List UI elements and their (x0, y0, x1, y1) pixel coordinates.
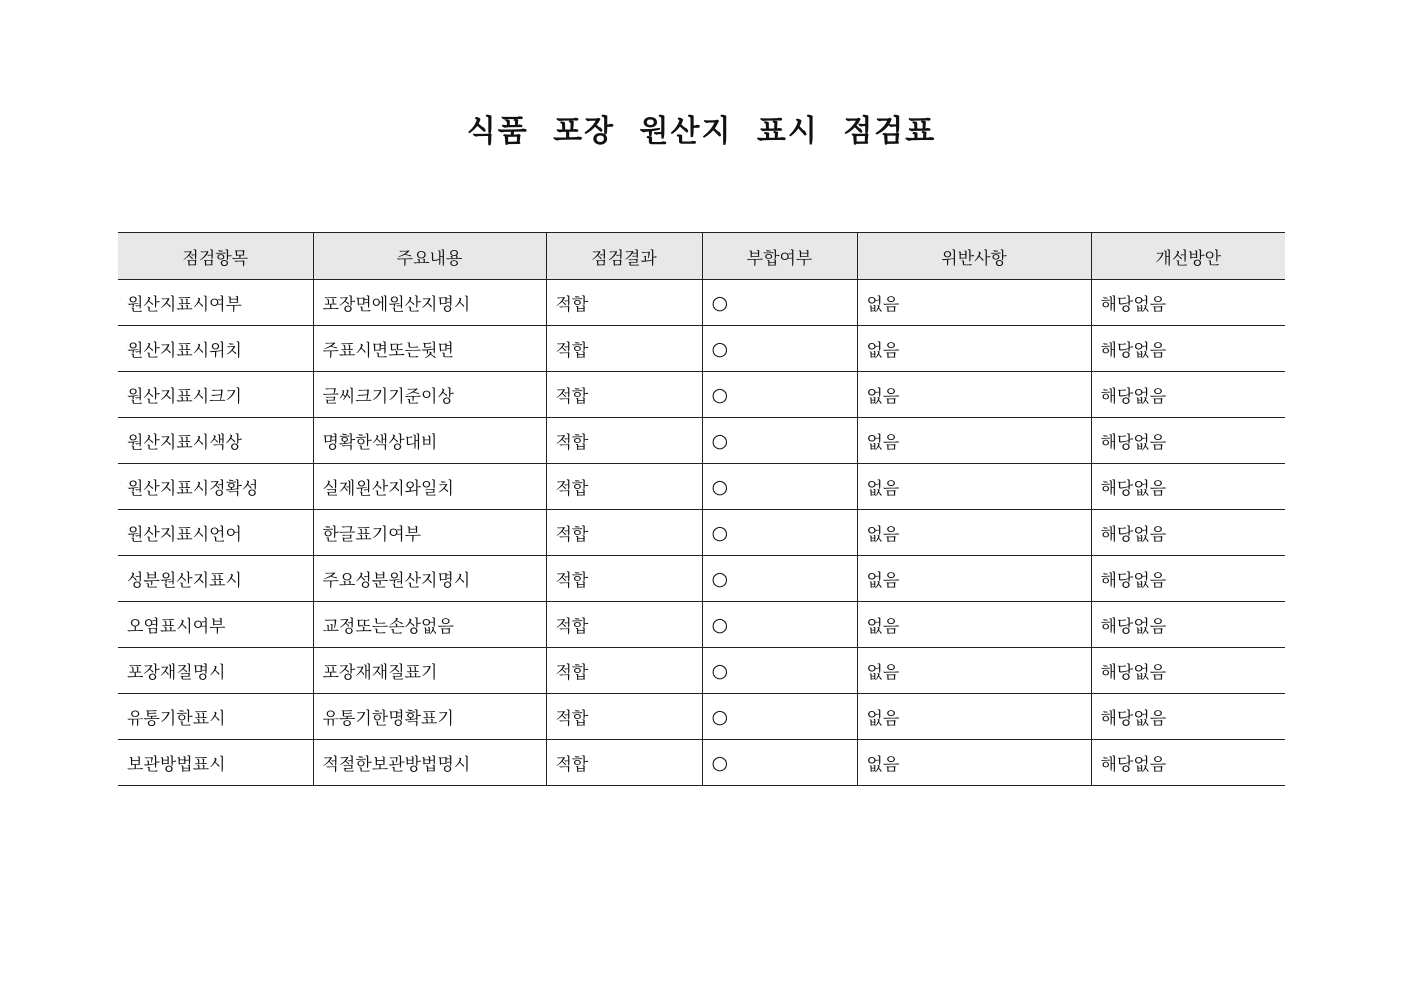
table-header (118, 233, 1285, 280)
cell-main-content: 명확한색상대비 (313, 418, 546, 464)
cell-main-content: 교정또는손상없음 (313, 602, 546, 648)
cell-check-result: 적합 (546, 418, 702, 464)
cell-check-item: 원산지표시여부 (118, 280, 313, 326)
table-row (118, 648, 1285, 694)
table-row (118, 418, 1285, 464)
cell-check-result: 적합 (546, 602, 702, 648)
cell-main-content: 포장재재질표기 (313, 648, 546, 694)
table-row (118, 464, 1285, 510)
cell-check-item: 원산지표시위치 (118, 326, 313, 372)
table-row (118, 280, 1285, 326)
cell-improvement: 해당없음 (1091, 602, 1285, 648)
cell-compliance: ○ (702, 372, 857, 418)
cell-violation: 없음 (857, 418, 1091, 464)
cell-check-result: 적합 (546, 280, 702, 326)
cell-compliance: ○ (702, 694, 857, 740)
cell-main-content: 적절한보관방법명시 (313, 740, 546, 786)
inspection-table (118, 232, 1285, 786)
cell-check-item: 원산지표시정확성 (118, 464, 313, 510)
cell-improvement: 해당없음 (1091, 694, 1285, 740)
cell-check-item: 원산지표시크기 (118, 372, 313, 418)
header-check-result: 점검결과 (546, 233, 702, 280)
table-row (118, 602, 1285, 648)
cell-main-content: 글씨크기기준이상 (313, 372, 546, 418)
cell-main-content: 유통기한명확표기 (313, 694, 546, 740)
header-compliance: 부합여부 (702, 233, 857, 280)
cell-check-item: 성분원산지표시 (118, 556, 313, 602)
cell-compliance: ○ (702, 602, 857, 648)
cell-violation: 없음 (857, 510, 1091, 556)
cell-compliance: ○ (702, 648, 857, 694)
cell-check-result: 적합 (546, 694, 702, 740)
cell-check-result: 적합 (546, 326, 702, 372)
table-body (118, 280, 1285, 786)
cell-violation: 없음 (857, 464, 1091, 510)
cell-improvement: 해당없음 (1091, 326, 1285, 372)
table-row (118, 694, 1285, 740)
cell-improvement: 해당없음 (1091, 464, 1285, 510)
header-check-item: 점검항목 (118, 233, 313, 280)
cell-compliance: ○ (702, 280, 857, 326)
header-improvement: 개선방안 (1091, 233, 1285, 280)
table-row (118, 372, 1285, 418)
cell-main-content: 한글표기여부 (313, 510, 546, 556)
cell-check-result: 적합 (546, 464, 702, 510)
header-row (118, 233, 1285, 280)
cell-check-item: 원산지표시언어 (118, 510, 313, 556)
cell-violation: 없음 (857, 556, 1091, 602)
header-main-content: 주요내용 (313, 233, 546, 280)
table-row (118, 510, 1285, 556)
table-row (118, 740, 1285, 786)
cell-check-item: 포장재질명시 (118, 648, 313, 694)
table-row (118, 556, 1285, 602)
table-row (118, 326, 1285, 372)
cell-compliance: ○ (702, 556, 857, 602)
cell-check-result: 적합 (546, 740, 702, 786)
cell-check-result: 적합 (546, 510, 702, 556)
cell-compliance: ○ (702, 418, 857, 464)
cell-improvement: 해당없음 (1091, 418, 1285, 464)
cell-improvement: 해당없음 (1091, 372, 1285, 418)
cell-compliance: ○ (702, 326, 857, 372)
cell-check-item: 유통기한표시 (118, 694, 313, 740)
cell-improvement: 해당없음 (1091, 280, 1285, 326)
header-violation: 위반사항 (857, 233, 1091, 280)
cell-improvement: 해당없음 (1091, 510, 1285, 556)
cell-compliance: ○ (702, 464, 857, 510)
cell-check-item: 보관방법표시 (118, 740, 313, 786)
cell-improvement: 해당없음 (1091, 648, 1285, 694)
cell-violation: 없음 (857, 648, 1091, 694)
cell-improvement: 해당없음 (1091, 740, 1285, 786)
cell-main-content: 주표시면또는뒷면 (313, 326, 546, 372)
cell-check-result: 적합 (546, 372, 702, 418)
cell-check-result: 적합 (546, 648, 702, 694)
cell-violation: 없음 (857, 694, 1091, 740)
cell-violation: 없음 (857, 740, 1091, 786)
cell-violation: 없음 (857, 326, 1091, 372)
document-title: 식품 포장 원산지 표시 점검표 (466, 114, 937, 149)
cell-violation: 없음 (857, 602, 1091, 648)
cell-main-content: 실제원산지와일치 (313, 464, 546, 510)
cell-violation: 없음 (857, 372, 1091, 418)
cell-compliance: ○ (702, 740, 857, 786)
cell-compliance: ○ (702, 510, 857, 556)
cell-check-item: 오염표시여부 (118, 602, 313, 648)
cell-main-content: 주요성분원산지명시 (313, 556, 546, 602)
cell-main-content: 포장면에원산지명시 (313, 280, 546, 326)
cell-check-result: 적합 (546, 556, 702, 602)
cell-violation: 없음 (857, 280, 1091, 326)
cell-check-item: 원산지표시색상 (118, 418, 313, 464)
cell-improvement: 해당없음 (1091, 556, 1285, 602)
